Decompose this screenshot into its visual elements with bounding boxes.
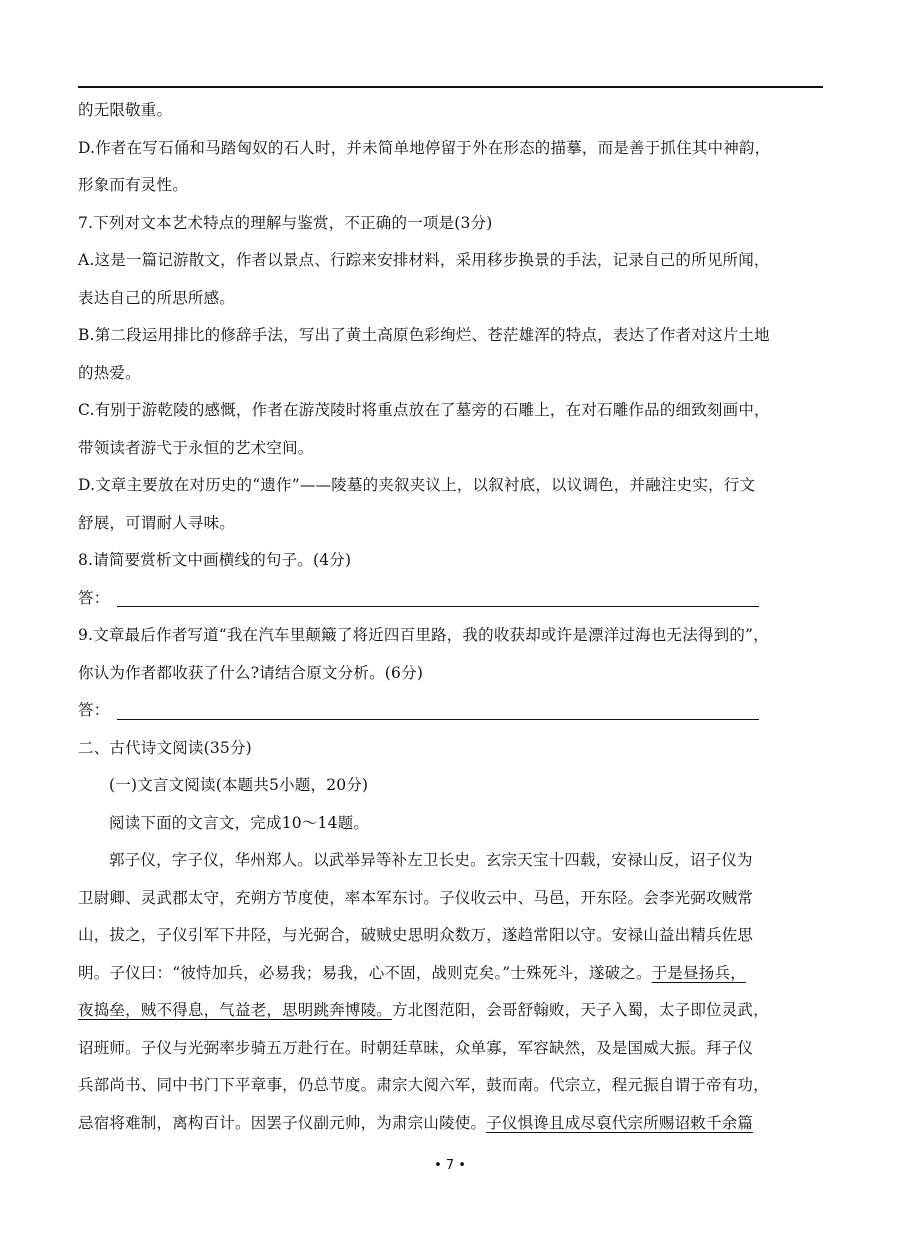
question-7: 7.下列对文本艺术特点的理解与鉴赏，不正确的一项是(3分)	[78, 213, 493, 232]
q7-option-b-line2: 的热爱。	[78, 363, 141, 382]
answer-row-q9	[78, 692, 823, 730]
passage-line	[78, 955, 823, 993]
document-page	[78, 92, 823, 1142]
option-d-line2: 形象而有灵性。	[78, 176, 188, 194]
passage-text: 方北图范阳，会哥舒翰败，天子入蜀，太子即位灵武，	[392, 1001, 769, 1019]
passage-line	[78, 1105, 823, 1143]
passage-text: 忌宿将难制，离构百计。因罢子仪副元帅，为肃宗山陵使。	[78, 1113, 487, 1132]
section-heading: 二、古代诗文阅读(35分)	[78, 738, 252, 757]
q7-option-a-line1: A.这是一篇记游散文，作者以景点、行踪来安排材料，采用移步换景的手法，记录自己的所见所闻，	[78, 251, 770, 269]
passage-line: 诏班师。子仪与光弼率步骑五万赴行在。时朝廷草昧，众单寡，军容缺然，及是国威大振。拜子仪	[78, 1038, 754, 1057]
passage-text: 明。子仪曰：“彼恃加兵，必易我；易我，心不固，战则克矣。”士殊死斗，遂破之。	[78, 963, 652, 982]
passage-line: 郭子仪，字子仪，华州郑人。以武举异等补左卫长史。玄宗天宝十四载，安禄山反，诏子仪为	[109, 851, 753, 869]
q7-option-c-line2: 带领读者游弋于永恒的艺术空间。	[78, 438, 314, 457]
underlined-sentence: 于是昼扬兵，	[651, 963, 746, 982]
passage-line: 兵部尚书、同中书门下平章事，仍总节度。肃宗大阅六军，鼓而南。代宗立，程元振自谓于帝有功，	[78, 1076, 769, 1094]
instruction: 阅读下面的文言文，完成10～14题。	[109, 813, 370, 832]
page-number: • 7 •	[434, 1158, 466, 1173]
passage-line: 卫尉卿、灵武郡太守，充朔方节度使，率本军东讨。子仪收云中、马邑，开东陉。会李光弼攻贼常	[78, 888, 754, 907]
q7-option-c-line1: C.有别于游乾陵的感慨，作者在游茂陵时将重点放在了墓旁的石雕上，在对石雕作品的细致刻画中，	[78, 401, 770, 419]
passage-line: 山，拔之，子仪引军下井陉，与光弼合，破贼史思明众数万，遂趋常阳以守。安禄山益出精兵佐思	[78, 926, 754, 944]
q7-option-b-line1: B.第二段运用排比的修辞手法，写出了黄土高原色彩绚烂、苍茫雄浑的特点，表达了作者对这片土地	[78, 326, 770, 344]
option-d-line1: D.作者在写石俑和马踏匈奴的石人时，并未简单地停留于外在形态的描摹，而是善于抓住其中神韵，	[78, 138, 771, 157]
text-line: 的无限敬重。	[78, 101, 173, 119]
answer-label: 答：	[78, 701, 110, 719]
passage-line	[78, 992, 823, 1030]
question-9-line1: 9.文章最后作者写道“我在汽车里颠簸了将近四百里路，我的收获却或许是漂洋过海也无法得到的”，	[78, 626, 769, 644]
q7-option-d-line2: 舒展，可谓耐人寻味。	[78, 513, 236, 532]
q7-option-d-line1: D.文章主要放在对历史的“遗作”——陵墓的夹叙夹议上，以叙衬底，以议调色，并融注史实，行文	[78, 476, 756, 494]
subsection-heading: (一)文言文阅读(本题共5小题，20分)	[109, 776, 369, 794]
answer-blank-q9[interactable]	[117, 707, 759, 720]
q7-option-a-line2: 表达自己的所思所感。	[78, 288, 236, 307]
answer-label: 答：	[78, 588, 110, 607]
question-9-line2: 你认为作者都收获了什么?请结合原文分析。(6分)	[78, 663, 424, 682]
top-rule	[78, 86, 823, 88]
question-8: 8.请简要赏析文中画横线的句子。(4分)	[78, 551, 352, 569]
underlined-sentence: 夜捣垒，贼不得息，气益老，思明跳奔博陵。	[78, 1001, 393, 1019]
underlined-sentence: 子仪惧谗且成尽裒代宗所赐诏敕千余篇	[486, 1113, 754, 1132]
answer-blank-q8[interactable]	[117, 594, 759, 607]
answer-row-q8	[78, 580, 823, 618]
